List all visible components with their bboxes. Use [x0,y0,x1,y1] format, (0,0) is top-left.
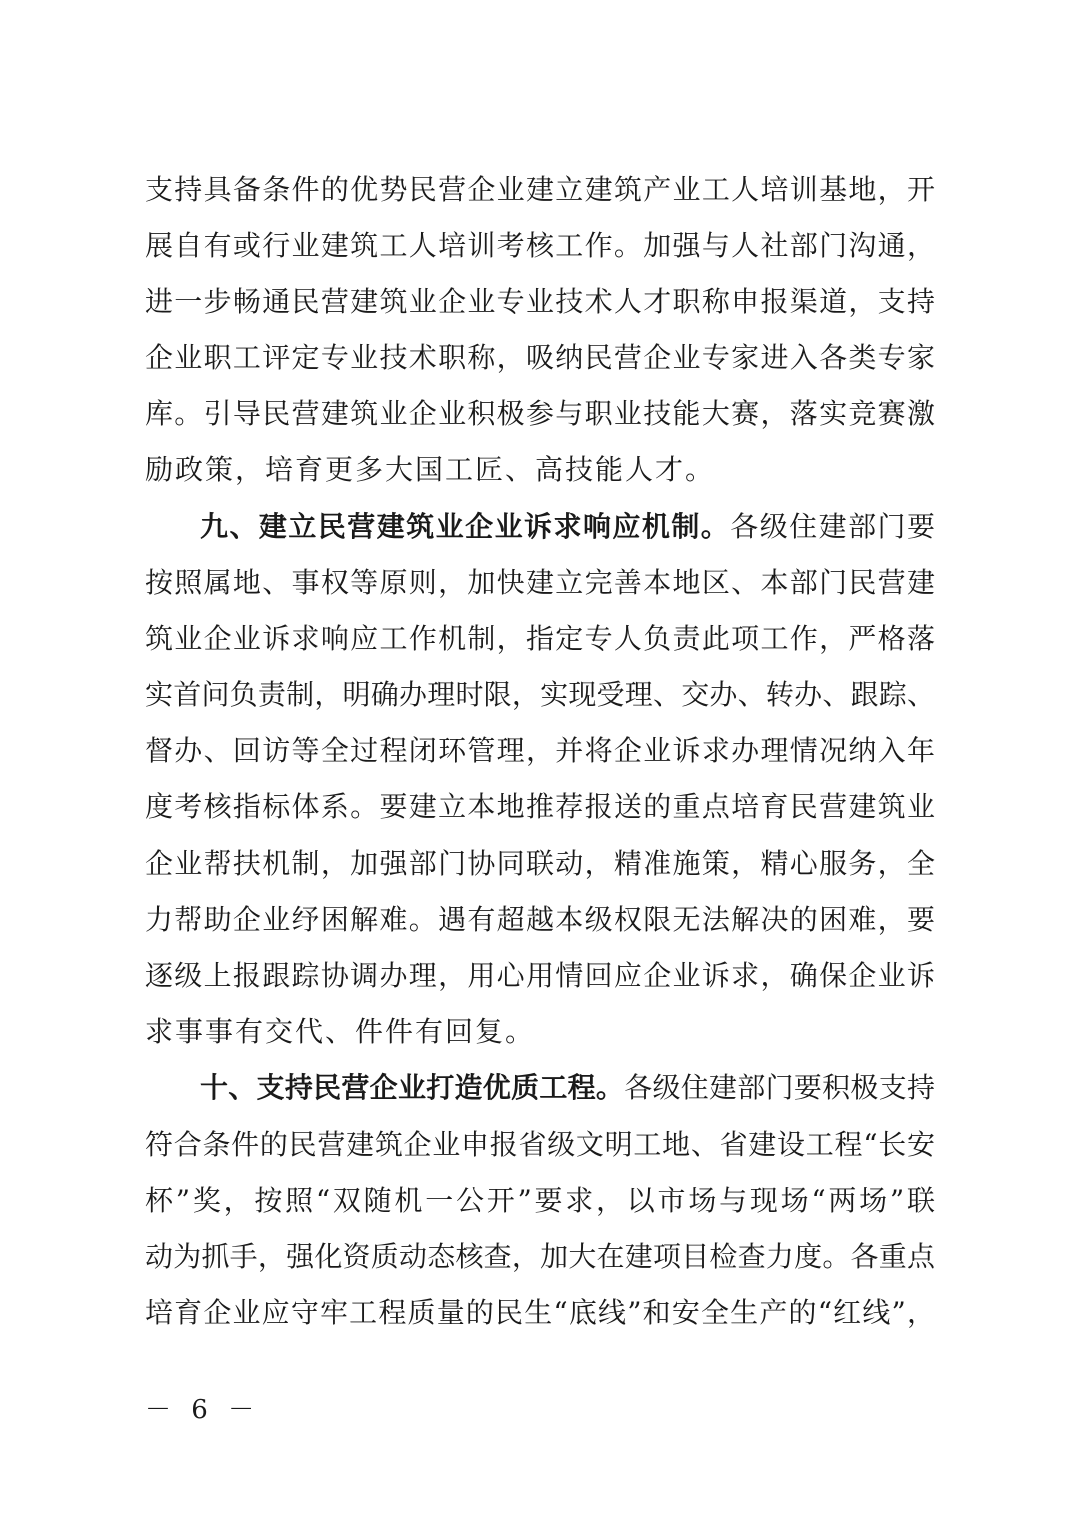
paragraph-line: 励政策，培育更多大国工匠、高技能人才。 [145,453,716,486]
page-number: － 6 － [145,1395,261,1425]
section-9-heading: 九、建立民营建筑业企业诉求响应机制。 [200,510,731,543]
paragraph-line: 动为抓手，强化资质动态核查，加大在建项目检查力度。各重点 [145,1240,935,1273]
section-10-heading: 十、支持民营企业打造优质工程。 [200,1071,625,1104]
paragraph-line: 企业职工评定专业技术职称，吸纳民营企业专家进入各类专家 [145,341,935,374]
paragraph-line: 求事事有交代、件件有回复。 [145,1015,536,1048]
paragraph-line: 进一步畅通民营建筑业企业专业技术人才职称申报渠道，支持 [145,285,935,318]
paragraph-line: 度考核指标体系。要建立本地推荐报送的重点培育民营建筑业 [145,790,935,823]
paragraph-line: 支持具备条件的优势民营企业建立建筑产业工人培训基地，开 [145,173,935,206]
paragraph-line: 展自有或行业建筑工人培训考核工作。加强与人社部门沟通， [145,229,935,262]
section-9-first-line-text: 各级住建部门要 [730,510,935,543]
paragraph-line: 培育企业应守牢工程质量的民生“底线”和安全生产的“红线”， [145,1296,935,1329]
paragraph-line: 筑业企业诉求响应工作机制，指定专人负责此项工作，严格落 [145,622,935,655]
section-9-first-line [200,499,935,555]
paragraph-line: 逐级上报跟踪协调办理，用心用情回应企业诉求，确保企业诉 [145,959,935,992]
paragraph-line: 符合条件的民营建筑企业申报省级文明工地、省建设工程“长安 [145,1128,935,1161]
section-10-first-line [200,1060,935,1116]
paragraph-line: 督办、回访等全过程闭环管理，并将企业诉求办理情况纳入年 [145,734,935,767]
section-10-first-line-text: 各级住建部门要积极支持 [624,1071,935,1104]
paragraph-line: 实首问负责制，明确办理时限，实现受理、交办、转办、跟踪、 [145,678,935,711]
paragraph-line: 库。引导民营建筑业企业积极参与职业技能大赛，落实竞赛激 [145,397,935,430]
paragraph-line: 按照属地、事权等原则，加快建立完善本地区、本部门民营建 [145,566,935,599]
paragraph-line: 企业帮扶机制，加强部门协同联动，精准施策，精心服务，全 [145,847,935,880]
paragraph-line: 力帮助企业纾困解难。遇有超越本级权限无法解决的困难，要 [145,903,935,936]
paragraph-line: 杯”奖，按照“双随机一公开”要求，以市场与现场“两场”联 [145,1184,935,1217]
